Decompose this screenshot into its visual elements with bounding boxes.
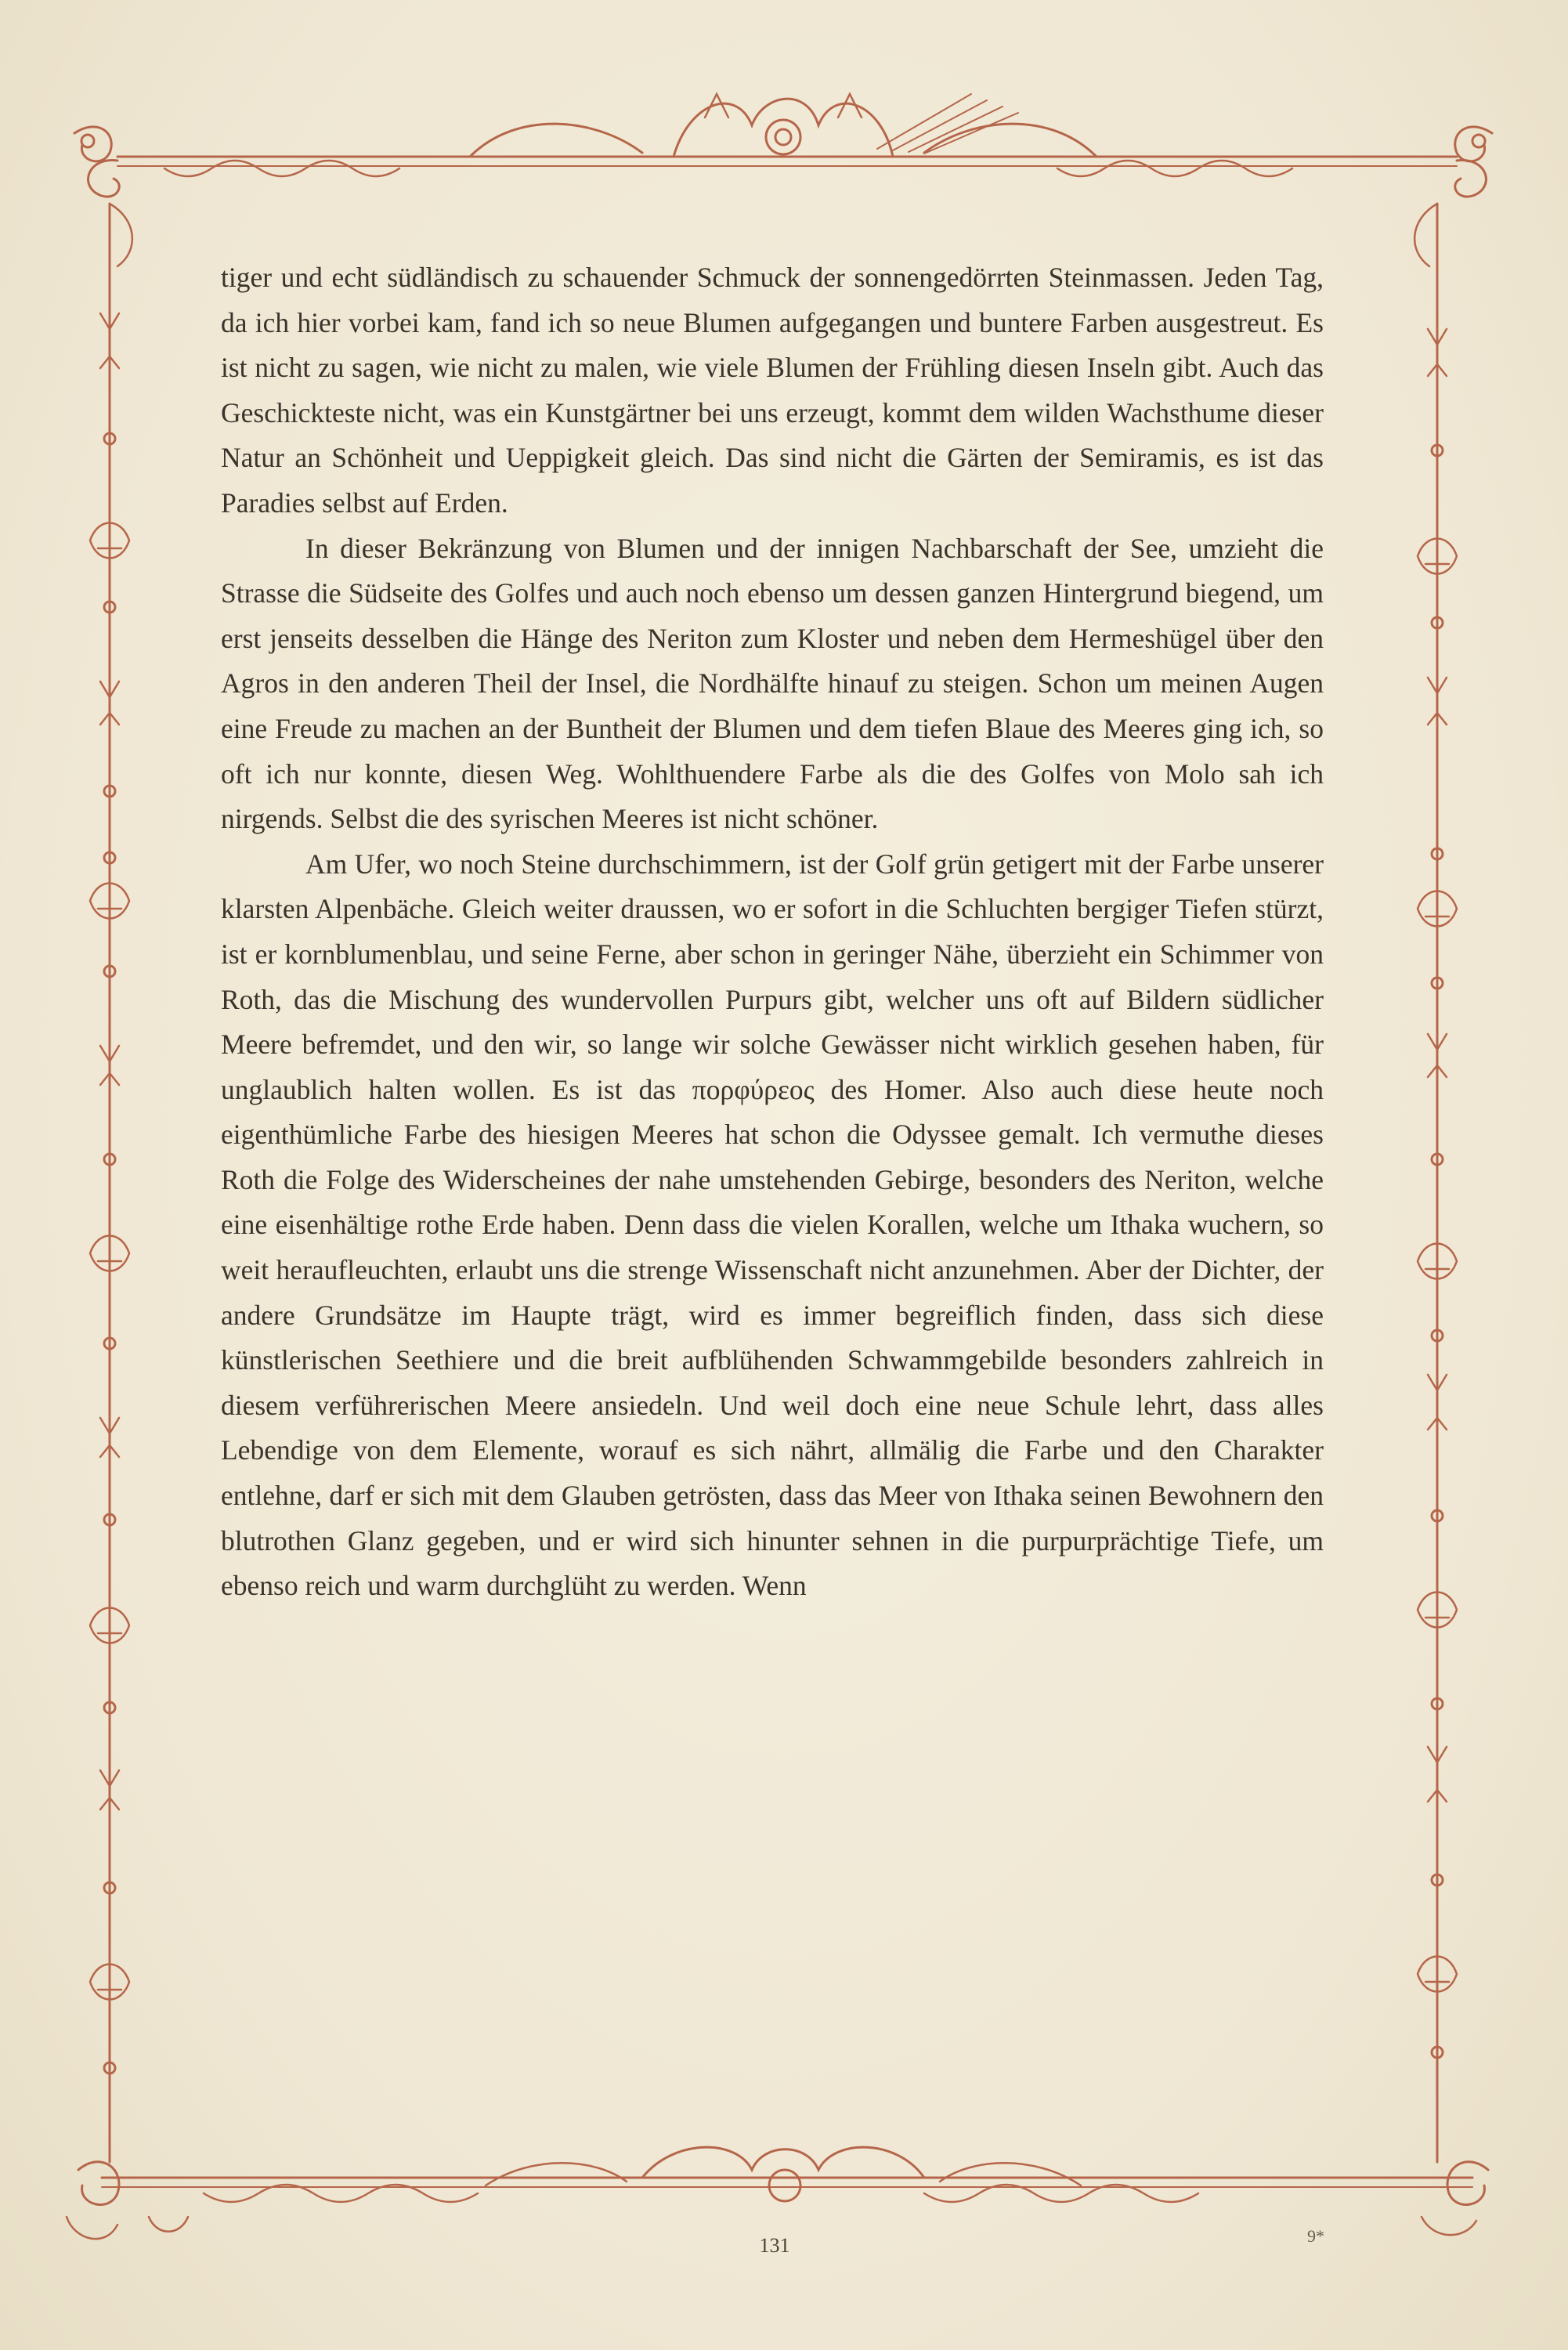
signature-mark: 9*: [1307, 2226, 1324, 2246]
page-number: 131: [759, 2234, 790, 2257]
paragraph-2: In dieser Bekränzung von Blumen und der innigen Nachbarschaft der See, umzieht die Strasse die Südseite des Golfes und auch noch ebenso um dessen ganzen Hintergrund biegend, um erst jenseits desselben die Hänge des Neriton zum Kloster und neben dem Hermeshügel über den Agros in den anderen Theil der Insel, die Nordhälfte hinauf zu steigen. Schon um meinen Augen eine Freude zu machen an der Buntheit der Blumen und dem tiefen Blaue des Meeres ging ich, so oft ich nur konnte, diesen Weg. Wohlthuendere Farbe als die des Golfes von Molo sah ich nirgends. Selbst die des syrischen Meeres ist nicht schöner.: [221, 532, 1324, 835]
top-crest: [674, 99, 893, 157]
bottom-crest: [642, 2147, 924, 2178]
body-text: [221, 255, 1324, 1609]
paragraph-1: tiger und echt südländisch zu schauender Schmuck der sonnengedörrten Steinmassen. Jeden Tag, da ich hier vorbei kam, fand ich so neue Blumen aufgegangen und buntere Farben ausgestreut. Es ist nicht zu sagen, wie nicht zu malen, wie viele Blumen der Frühling diesen Inseln gibt. Auch das Geschickteste nicht, was ein Kunstgärtner bei uns erzeugt, kommt dem wilden Wachsthume dieser Natur an Schönheit und Ueppigkeit gleich. Das sind nicht die Gärten der Semiramis, es ist das Paradies selbst auf Erden.: [221, 262, 1324, 519]
paragraph-3: Am Ufer, wo noch Steine durchschimmern, ist der Golf grün getigert mit der Farbe unserer klarsten Alpenbäche. Gleich weiter draussen, wo er sofort in die Schluchten bergiger Tiefen stürzt, ist er kornblumenblau, und seine Ferne, aber schon in geringer Nähe, überzieht ein Schimmer von Roth, das die Mischung des wundervollen Purpurs gibt, welcher uns oft auf Bildern südlicher Meere befremdet, und den wir, so lange wir solche Gewässer nicht wirklich gesehen haben, für unglaublich halten wollen. Es ist das πορφύρεος des Homer. Also auch diese heute noch eigenthümliche Farbe des hiesigen Meeres hat schon die Odyssee gemalt. Ich vermuthe dieses Roth die Folge des Widerscheines der nahe umstehenden Gebirge, besonders des Neriton, welche eine eisenhältige rothe Erde haben. Denn dass die vielen Korallen, welche um Ithaka wuchern, so weit heraufleuchten, erlaubt uns die strenge Wissenschaft nicht anzunehmen. Aber der Dichter, der andere Grundsätze im Haupte trägt, wird es immer begreiflich finden, dass sich diese künstlerischen Seethiere und die breit aufblühenden Schwammgebilde besonders zahlreich in diesem verführerischen Meere ansiedeln. Und weil doch eine neue Schule lehrt, dass alles Lebendige von dem Elemente, worauf es sich nährt, allmälig die Farbe und den Charakter entlehne, darf er sich mit dem Glauben getrösten, dass das Meer von Ithaka seinen Bewohnern den blutrothen Glanz gegeben, und er wird sich hinunter sehnen in die purpurprächtige Tiefe, um ebenso reich und warm durchglüht zu werden. Wenn: [221, 848, 1324, 1602]
